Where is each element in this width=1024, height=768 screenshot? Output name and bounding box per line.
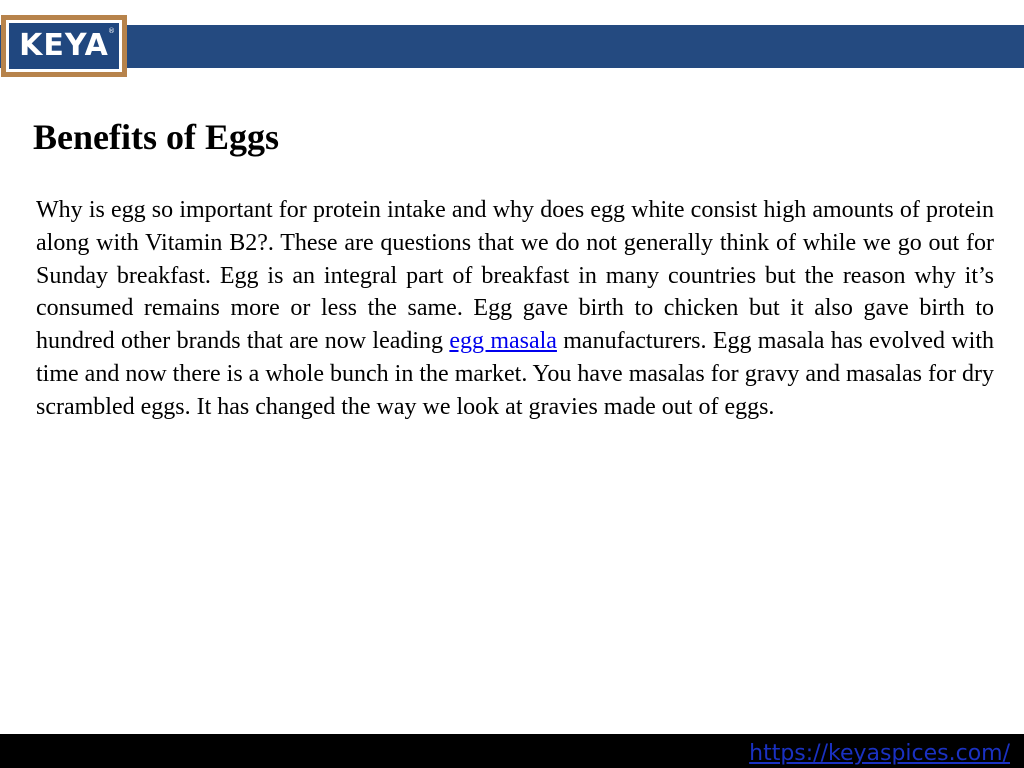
- page-title: Benefits of Eggs: [33, 117, 279, 157]
- logo-core: [9, 23, 119, 69]
- body-paragraph: [36, 194, 994, 424]
- paragraph-text-after-link: manufacturers. Egg masala has evolved with time and now there is a whole bunch in the market. You have masalas for gravy and masalas for dry scrambled eggs. It has changed the way we look at gravies made out of eggs.: [36, 328, 994, 420]
- logo-frame: [6, 20, 122, 72]
- registered-mark: ®: [108, 27, 115, 35]
- header-band: [0, 25, 1024, 68]
- egg-masala-link[interactable]: egg masala: [449, 328, 557, 355]
- logo-text: KEYA: [19, 28, 109, 63]
- paragraph-text-before-link: Why is egg so important for protein intake and why does egg white consist high amounts of protein along with Vitamin B2?. These are questions that we do not generally think of while we go out for Sunday breakfast. Egg is an integral part of breakfast in many countries but the reason why it’s consumed remains more or less the same. Egg gave birth to chicken but it also gave birth to hundred other brands that are now leading: [36, 197, 994, 355]
- website-link[interactable]: https://keyaspices.com/: [749, 741, 1010, 766]
- keya-logo[interactable]: [1, 15, 127, 77]
